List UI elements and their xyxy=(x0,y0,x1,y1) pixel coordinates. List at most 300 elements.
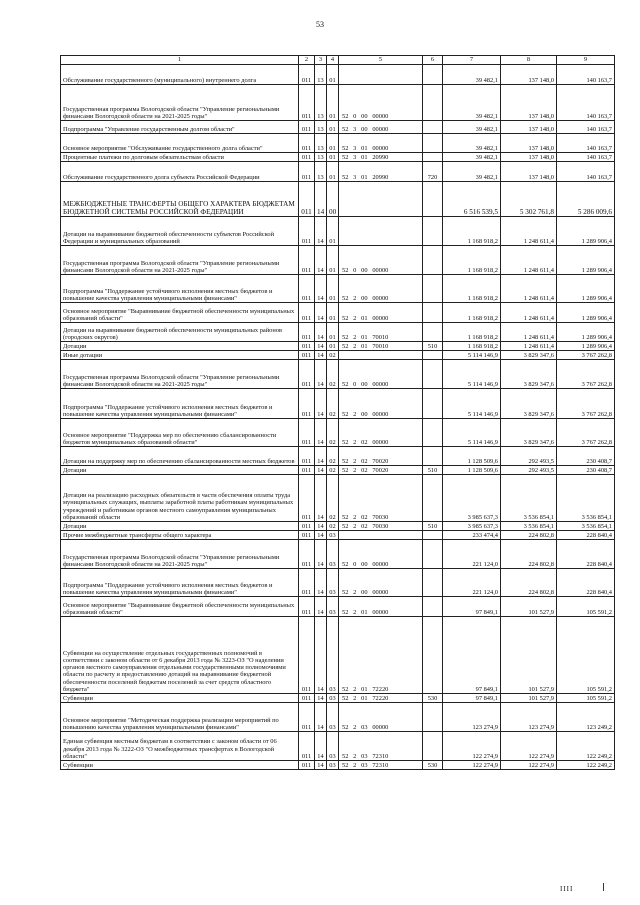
amount-2022-cell: 137 148,0 xyxy=(501,134,557,153)
target-article-cell: 52 2 00 00000 xyxy=(339,569,423,597)
amount-2023-cell: 1 289 906,4 xyxy=(557,342,615,351)
amount-2021-cell: 97 849,1 xyxy=(443,597,501,617)
subsection-code-cell: 03 xyxy=(327,761,339,770)
expense-type-cell: 720 xyxy=(423,162,443,182)
target-article-cell: 52 2 03 72310 xyxy=(339,732,423,761)
amount-2022-cell: 1 248 611,4 xyxy=(501,275,557,303)
subsection-code-cell: 01 xyxy=(327,303,339,323)
row-name-cell: Государственная программа Вологодской области "Управление региональными финансами Вологодской области на 2021-2025 годы" xyxy=(61,246,299,275)
column-header: 4 xyxy=(327,56,339,65)
table-row xyxy=(61,360,615,389)
grbs-code-cell: 011 xyxy=(299,447,315,466)
table-row xyxy=(61,419,615,447)
subsection-code-cell: 03 xyxy=(327,694,339,703)
row-name-cell: Дотации на выравнивание бюджетной обеспеченности муниципальных районов (городских округов) xyxy=(61,323,299,342)
column-header: 2 xyxy=(299,56,315,65)
expense-type-cell xyxy=(423,569,443,597)
amount-2021-cell: 1 168 918,2 xyxy=(443,217,501,246)
amount-2023-cell: 122 249,2 xyxy=(557,761,615,770)
amount-2021-cell: 1 168 918,2 xyxy=(443,342,501,351)
section-code-cell: 14 xyxy=(315,351,327,360)
section-code-cell: 13 xyxy=(315,134,327,153)
target-article-cell: 52 2 02 70030 xyxy=(339,522,423,531)
row-name-cell: Прочие межбюджетные трансферты общего характера xyxy=(61,531,299,540)
table-row xyxy=(61,65,615,85)
amount-2021-cell: 122 274,9 xyxy=(443,732,501,761)
section-code-cell: 13 xyxy=(315,65,327,85)
grbs-code-cell: 011 xyxy=(299,540,315,569)
grbs-code-cell: 011 xyxy=(299,466,315,475)
amount-2021-cell: 3 985 637,3 xyxy=(443,475,501,522)
section-code-cell: 14 xyxy=(315,389,327,419)
grbs-code-cell: 011 xyxy=(299,303,315,323)
grbs-code-cell: 011 xyxy=(299,694,315,703)
subsection-code-cell: 01 xyxy=(327,134,339,153)
amount-2023-cell: 3 767 262,8 xyxy=(557,419,615,447)
target-article-cell: 52 2 02 70030 xyxy=(339,475,423,522)
subsection-code-cell: 03 xyxy=(327,617,339,694)
page-number: 53 xyxy=(316,20,324,29)
amount-2022-cell: 5 302 761,8 xyxy=(501,182,557,217)
table-row xyxy=(61,246,615,275)
expense-type-cell xyxy=(423,275,443,303)
grbs-code-cell: 011 xyxy=(299,360,315,389)
expense-type-cell xyxy=(423,447,443,466)
amount-2023-cell: 3 536 854,1 xyxy=(557,475,615,522)
section-code-cell: 14 xyxy=(315,275,327,303)
amount-2022-cell: 137 148,0 xyxy=(501,65,557,85)
target-article-cell: 52 2 03 72310 xyxy=(339,761,423,770)
amount-2022-cell: 1 248 611,4 xyxy=(501,217,557,246)
target-article-cell xyxy=(339,65,423,85)
amount-2023-cell: 230 408,7 xyxy=(557,447,615,466)
target-article-cell: 52 2 01 00000 xyxy=(339,597,423,617)
expense-type-cell xyxy=(423,85,443,121)
amount-2023-cell: 1 289 906,4 xyxy=(557,217,615,246)
row-name-cell: Подпрограмма "Поддержание устойчивого исполнения местных бюджетов и повышение качества управления муниципальными финансами" xyxy=(61,569,299,597)
row-name-cell: Субвенции xyxy=(61,694,299,703)
section-code-cell: 14 xyxy=(315,522,327,531)
section-code-cell: 14 xyxy=(315,466,327,475)
expense-type-cell xyxy=(423,351,443,360)
section-code-cell: 13 xyxy=(315,121,327,134)
subsection-code-cell: 01 xyxy=(327,246,339,275)
table-row xyxy=(61,475,615,522)
table-row xyxy=(61,617,615,694)
row-name-cell: МЕЖБЮДЖЕТНЫЕ ТРАНСФЕРТЫ ОБЩЕГО ХАРАКТЕРА БЮДЖЕТАМ БЮДЖЕТНОЙ СИСТЕМЫ РОССИЙСКОЙ ФЕДЕРАЦИИ xyxy=(61,182,299,217)
row-name-cell: Основное мероприятие "Обслуживание государственного долга области" xyxy=(61,134,299,153)
amount-2021-cell: 3 985 637,3 xyxy=(443,522,501,531)
subsection-code-cell: 01 xyxy=(327,65,339,85)
target-article-cell: 52 2 00 00000 xyxy=(339,275,423,303)
table-row xyxy=(61,85,615,121)
amount-2022-cell: 137 148,0 xyxy=(501,153,557,162)
row-name-cell: Основное мероприятие "Выравнивание бюджетной обеспеченности муниципальных образований области" xyxy=(61,303,299,323)
amount-2022-cell: 292 493,5 xyxy=(501,466,557,475)
amount-2021-cell: 5 114 146,9 xyxy=(443,360,501,389)
column-header: 6 xyxy=(423,56,443,65)
subsection-code-cell: 01 xyxy=(327,323,339,342)
expense-type-cell xyxy=(423,475,443,522)
budget-table xyxy=(60,55,615,770)
expense-type-cell xyxy=(423,134,443,153)
amount-2022-cell: 3 536 854,1 xyxy=(501,522,557,531)
subsection-code-cell: 02 xyxy=(327,351,339,360)
subsection-code-cell: 02 xyxy=(327,447,339,466)
amount-2021-cell: 1 128 509,6 xyxy=(443,466,501,475)
table-row xyxy=(61,703,615,732)
table-row xyxy=(61,522,615,531)
grbs-code-cell: 011 xyxy=(299,182,315,217)
subsection-code-cell: 01 xyxy=(327,162,339,182)
section-code-cell: 14 xyxy=(315,217,327,246)
row-name-cell: Дотации xyxy=(61,466,299,475)
subsection-code-cell: 03 xyxy=(327,540,339,569)
grbs-code-cell: 011 xyxy=(299,162,315,182)
amount-2022-cell: 1 248 611,4 xyxy=(501,323,557,342)
section-code-cell: 14 xyxy=(315,475,327,522)
target-article-cell: 52 3 01 00000 xyxy=(339,134,423,153)
section-code-cell: 14 xyxy=(315,342,327,351)
subsection-code-cell: 01 xyxy=(327,217,339,246)
expense-type-cell xyxy=(423,217,443,246)
table-row xyxy=(61,162,615,182)
table-row xyxy=(61,275,615,303)
section-code-cell: 14 xyxy=(315,303,327,323)
amount-2022-cell: 1 248 611,4 xyxy=(501,303,557,323)
grbs-code-cell: 011 xyxy=(299,475,315,522)
amount-2022-cell: 101 527,9 xyxy=(501,597,557,617)
amount-2023-cell: 140 163,7 xyxy=(557,134,615,153)
section-code-cell: 13 xyxy=(315,162,327,182)
grbs-code-cell: 011 xyxy=(299,342,315,351)
subsection-code-cell: 02 xyxy=(327,466,339,475)
amount-2021-cell: 97 849,1 xyxy=(443,617,501,694)
amount-2021-cell: 5 114 146,9 xyxy=(443,351,501,360)
amount-2023-cell: 3 767 262,8 xyxy=(557,351,615,360)
amount-2023-cell: 1 289 906,4 xyxy=(557,323,615,342)
expense-type-cell xyxy=(423,703,443,732)
target-article-cell: 52 3 01 20990 xyxy=(339,162,423,182)
section-code-cell: 14 xyxy=(315,447,327,466)
subsection-code-cell: 01 xyxy=(327,121,339,134)
grbs-code-cell: 011 xyxy=(299,419,315,447)
expense-type-cell xyxy=(423,389,443,419)
expense-type-cell xyxy=(423,323,443,342)
amount-2021-cell: 123 274,9 xyxy=(443,703,501,732)
amount-2023-cell: 228 840,4 xyxy=(557,540,615,569)
target-article-cell: 52 0 00 00000 xyxy=(339,246,423,275)
amount-2021-cell: 1 168 918,2 xyxy=(443,303,501,323)
row-name-cell: Подпрограмма "Поддержание устойчивого исполнения местных бюджетов и повышение качества управления муниципальными финансами" xyxy=(61,389,299,419)
amount-2021-cell: 1 168 918,2 xyxy=(443,275,501,303)
amount-2022-cell: 224 802,8 xyxy=(501,569,557,597)
target-article-cell xyxy=(339,351,423,360)
subsection-code-cell: 03 xyxy=(327,703,339,732)
expense-type-cell xyxy=(423,540,443,569)
target-article-cell: 52 2 01 72220 xyxy=(339,617,423,694)
grbs-code-cell: 011 xyxy=(299,323,315,342)
table-row xyxy=(61,447,615,466)
amount-2023-cell: 140 163,7 xyxy=(557,85,615,121)
amount-2021-cell: 5 114 146,9 xyxy=(443,389,501,419)
table-row xyxy=(61,134,615,153)
section-code-cell: 14 xyxy=(315,732,327,761)
amount-2023-cell: 140 163,7 xyxy=(557,65,615,85)
amount-2022-cell: 3 829 347,6 xyxy=(501,389,557,419)
table-row xyxy=(61,466,615,475)
row-name-cell: Дотации xyxy=(61,342,299,351)
table-row xyxy=(61,694,615,703)
target-article-cell: 52 2 01 70010 xyxy=(339,342,423,351)
table-row xyxy=(61,540,615,569)
footer-tick xyxy=(603,883,604,891)
amount-2021-cell: 39 482,1 xyxy=(443,162,501,182)
target-article-cell: 52 2 02 70020 xyxy=(339,466,423,475)
amount-2023-cell: 228 840,4 xyxy=(557,531,615,540)
amount-2021-cell: 97 849,1 xyxy=(443,694,501,703)
row-name-cell: Подпрограмма "Управление государственным долгом области" xyxy=(61,121,299,134)
expense-type-cell: 510 xyxy=(423,466,443,475)
table-row xyxy=(61,761,615,770)
amount-2021-cell: 1 128 509,6 xyxy=(443,447,501,466)
section-code-cell: 14 xyxy=(315,246,327,275)
amount-2021-cell: 39 482,1 xyxy=(443,134,501,153)
expense-type-cell xyxy=(423,303,443,323)
section-code-cell: 14 xyxy=(315,761,327,770)
grbs-code-cell: 011 xyxy=(299,389,315,419)
section-code-cell: 14 xyxy=(315,540,327,569)
amount-2022-cell: 137 148,0 xyxy=(501,85,557,121)
expense-type-cell: 510 xyxy=(423,522,443,531)
expense-type-cell: 510 xyxy=(423,342,443,351)
subsection-code-cell: 03 xyxy=(327,732,339,761)
section-code-cell: 14 xyxy=(315,360,327,389)
section-code-cell: 14 xyxy=(315,323,327,342)
grbs-code-cell: 011 xyxy=(299,351,315,360)
table-row xyxy=(61,351,615,360)
amount-2023-cell: 140 163,7 xyxy=(557,162,615,182)
expense-type-cell xyxy=(423,65,443,85)
grbs-code-cell: 011 xyxy=(299,217,315,246)
column-header: 9 xyxy=(557,56,615,65)
section-code-cell: 14 xyxy=(315,703,327,732)
column-header: 1 xyxy=(61,56,299,65)
amount-2023-cell: 1 289 906,4 xyxy=(557,303,615,323)
subsection-code-cell: 00 xyxy=(327,182,339,217)
section-code-cell: 14 xyxy=(315,694,327,703)
row-name-cell: Государственная программа Вологодской области "Управление региональными финансами Вологодской области на 2021-2025 годы" xyxy=(61,540,299,569)
amount-2022-cell: 3 536 854,1 xyxy=(501,475,557,522)
amount-2022-cell: 292 493,5 xyxy=(501,447,557,466)
column-header: 8 xyxy=(501,56,557,65)
amount-2021-cell: 1 168 918,2 xyxy=(443,323,501,342)
row-name-cell: Иные дотации xyxy=(61,351,299,360)
amount-2022-cell: 3 829 347,6 xyxy=(501,360,557,389)
row-name-cell: Подпрограмма "Поддержание устойчивого исполнения местных бюджетов и повышение качества управления муниципальными финансами" xyxy=(61,275,299,303)
target-article-cell: 52 3 01 20990 xyxy=(339,153,423,162)
amount-2023-cell: 3 767 262,8 xyxy=(557,360,615,389)
table-row xyxy=(61,182,615,217)
expense-type-cell: 530 xyxy=(423,761,443,770)
amount-2023-cell: 3 767 262,8 xyxy=(557,389,615,419)
table-row xyxy=(61,342,615,351)
target-article-cell: 52 0 00 00000 xyxy=(339,85,423,121)
column-header: 3 xyxy=(315,56,327,65)
grbs-code-cell: 011 xyxy=(299,522,315,531)
table-row xyxy=(61,389,615,419)
amount-2023-cell: 228 840,4 xyxy=(557,569,615,597)
expense-type-cell xyxy=(423,360,443,389)
section-code-cell: 14 xyxy=(315,419,327,447)
subsection-code-cell: 02 xyxy=(327,419,339,447)
target-article-cell: 52 3 00 00000 xyxy=(339,121,423,134)
amount-2022-cell: 1 248 611,4 xyxy=(501,246,557,275)
amount-2023-cell: 230 408,7 xyxy=(557,466,615,475)
amount-2022-cell: 137 148,0 xyxy=(501,162,557,182)
amount-2021-cell: 39 482,1 xyxy=(443,85,501,121)
section-code-cell: 14 xyxy=(315,597,327,617)
target-article-cell: 52 2 02 00000 xyxy=(339,419,423,447)
amount-2023-cell: 140 163,7 xyxy=(557,153,615,162)
footer-mark: IIII xyxy=(560,885,574,893)
section-code-cell: 14 xyxy=(315,182,327,217)
target-article-cell: 52 2 00 00000 xyxy=(339,389,423,419)
amount-2023-cell: 5 286 009,6 xyxy=(557,182,615,217)
expense-type-cell: 530 xyxy=(423,694,443,703)
row-name-cell: Основное мероприятие "Поддержка мер по обеспечению сбалансированности бюджетов муниципальных образований области" xyxy=(61,419,299,447)
row-name-cell: Процентные платежи по долговым обязательствам области xyxy=(61,153,299,162)
expense-type-cell xyxy=(423,121,443,134)
row-name-cell: Субвенции на осуществление отдельных государственных полномочий в соответствии с законом области от 6 декабря 2013 года № 3223-ОЗ "О наделении органов местного самоуправления отдельными государственными полномочиями области по расчету и предоставлению дотаций на выравнивание бюджетной обеспеченности поселений бюджетам поселений за счет средств областного бюджета" xyxy=(61,617,299,694)
table-row xyxy=(61,153,615,162)
amount-2021-cell: 39 482,1 xyxy=(443,121,501,134)
grbs-code-cell: 011 xyxy=(299,597,315,617)
grbs-code-cell: 011 xyxy=(299,569,315,597)
section-code-cell: 14 xyxy=(315,531,327,540)
amount-2022-cell: 1 248 611,4 xyxy=(501,342,557,351)
subsection-code-cell: 03 xyxy=(327,597,339,617)
amount-2023-cell: 1 289 906,4 xyxy=(557,246,615,275)
amount-2021-cell: 6 516 539,5 xyxy=(443,182,501,217)
amount-2021-cell: 39 482,1 xyxy=(443,153,501,162)
amount-2022-cell: 137 148,0 xyxy=(501,121,557,134)
grbs-code-cell: 011 xyxy=(299,121,315,134)
table-header-row xyxy=(61,56,615,65)
amount-2021-cell: 1 168 918,2 xyxy=(443,246,501,275)
amount-2023-cell: 140 163,7 xyxy=(557,121,615,134)
section-code-cell: 13 xyxy=(315,85,327,121)
grbs-code-cell: 011 xyxy=(299,617,315,694)
row-name-cell: Единая субвенция местным бюджетам в соответствии с законом области от 06 декабря 2013 года № 3222-ОЗ "О межбюджетных трансфертах в Вологодской области" xyxy=(61,732,299,761)
expense-type-cell xyxy=(423,153,443,162)
amount-2022-cell: 3 829 347,6 xyxy=(501,419,557,447)
grbs-code-cell: 011 xyxy=(299,275,315,303)
amount-2021-cell: 221 124,0 xyxy=(443,540,501,569)
section-code-cell: 14 xyxy=(315,569,327,597)
grbs-code-cell: 011 xyxy=(299,85,315,121)
subsection-code-cell: 03 xyxy=(327,569,339,597)
amount-2022-cell: 123 274,9 xyxy=(501,703,557,732)
row-name-cell: Дотации на выравнивание бюджетной обеспеченности субъектов Российской Федерации и муниципальных образований xyxy=(61,217,299,246)
table-row xyxy=(61,597,615,617)
amount-2023-cell: 3 536 854,1 xyxy=(557,522,615,531)
row-name-cell: Основное мероприятие "Выравнивание бюджетной обеспеченности муниципальных образований области" xyxy=(61,597,299,617)
subsection-code-cell: 01 xyxy=(327,342,339,351)
target-article-cell: 52 2 03 00000 xyxy=(339,703,423,732)
row-name-cell: Обслуживание государственного долга субъекта Российской Федерации xyxy=(61,162,299,182)
amount-2023-cell: 1 289 906,4 xyxy=(557,275,615,303)
target-article-cell: 52 0 00 00000 xyxy=(339,540,423,569)
subsection-code-cell: 02 xyxy=(327,389,339,419)
amount-2022-cell: 122 274,9 xyxy=(501,732,557,761)
subsection-code-cell: 02 xyxy=(327,360,339,389)
column-header: 5 xyxy=(339,56,423,65)
amount-2023-cell: 122 249,2 xyxy=(557,732,615,761)
expense-type-cell xyxy=(423,597,443,617)
amount-2022-cell: 101 527,9 xyxy=(501,694,557,703)
target-article-cell: 52 2 01 70010 xyxy=(339,323,423,342)
amount-2023-cell: 105 591,2 xyxy=(557,617,615,694)
target-article-cell: 52 2 01 72220 xyxy=(339,694,423,703)
expense-type-cell xyxy=(423,182,443,217)
row-name-cell: Дотации xyxy=(61,522,299,531)
table-row xyxy=(61,531,615,540)
grbs-code-cell: 011 xyxy=(299,761,315,770)
column-header: 7 xyxy=(443,56,501,65)
table-row xyxy=(61,303,615,323)
expense-type-cell xyxy=(423,732,443,761)
row-name-cell: Дотации на поддержку мер по обеспечению сбалансированности местных бюджетов xyxy=(61,447,299,466)
grbs-code-cell: 011 xyxy=(299,153,315,162)
amount-2021-cell: 5 114 146,9 xyxy=(443,419,501,447)
grbs-code-cell: 011 xyxy=(299,703,315,732)
amount-2022-cell: 101 527,9 xyxy=(501,617,557,694)
row-name-cell: Государственная программа Вологодской области "Управление региональными финансами Вологодской области на 2021-2025 годы" xyxy=(61,85,299,121)
subsection-code-cell: 02 xyxy=(327,522,339,531)
grbs-code-cell: 011 xyxy=(299,134,315,153)
subsection-code-cell: 02 xyxy=(327,475,339,522)
amount-2022-cell: 122 274,9 xyxy=(501,761,557,770)
row-name-cell: Основное мероприятие "Методическая поддержка реализации мероприятий по повышению качества управления муниципальными финансами" xyxy=(61,703,299,732)
amount-2023-cell: 105 591,2 xyxy=(557,694,615,703)
amount-2022-cell: 224 802,8 xyxy=(501,531,557,540)
amount-2021-cell: 221 124,0 xyxy=(443,569,501,597)
grbs-code-cell: 011 xyxy=(299,531,315,540)
grbs-code-cell: 011 xyxy=(299,732,315,761)
row-name-cell: Государственная программа Вологодской области "Управление региональными финансами Вологодской области на 2021-2025 годы" xyxy=(61,360,299,389)
table-row xyxy=(61,732,615,761)
expense-type-cell xyxy=(423,531,443,540)
target-article-cell: 52 2 02 70020 xyxy=(339,447,423,466)
expense-type-cell xyxy=(423,246,443,275)
target-article-cell xyxy=(339,182,423,217)
subsection-code-cell: 03 xyxy=(327,531,339,540)
amount-2021-cell: 122 274,9 xyxy=(443,761,501,770)
subsection-code-cell: 01 xyxy=(327,153,339,162)
row-name-cell: Дотации на реализацию расходных обязательств в части обеспечения оплаты труда муниципальных служащих, выплаты заработной платы работникам муниципальных учреждений и работникам органов местного самоуправления муниципальных образований области xyxy=(61,475,299,522)
row-name-cell: Обслуживание государственного (муниципального) внутреннего долга xyxy=(61,65,299,85)
amount-2023-cell: 123 249,2 xyxy=(557,703,615,732)
amount-2022-cell: 3 829 347,6 xyxy=(501,351,557,360)
grbs-code-cell: 011 xyxy=(299,65,315,85)
grbs-code-cell: 011 xyxy=(299,246,315,275)
expense-type-cell xyxy=(423,617,443,694)
amount-2021-cell: 39 482,1 xyxy=(443,65,501,85)
row-name-cell: Субвенции xyxy=(61,761,299,770)
amount-2021-cell: 233 474,4 xyxy=(443,531,501,540)
amount-2023-cell: 105 591,2 xyxy=(557,597,615,617)
